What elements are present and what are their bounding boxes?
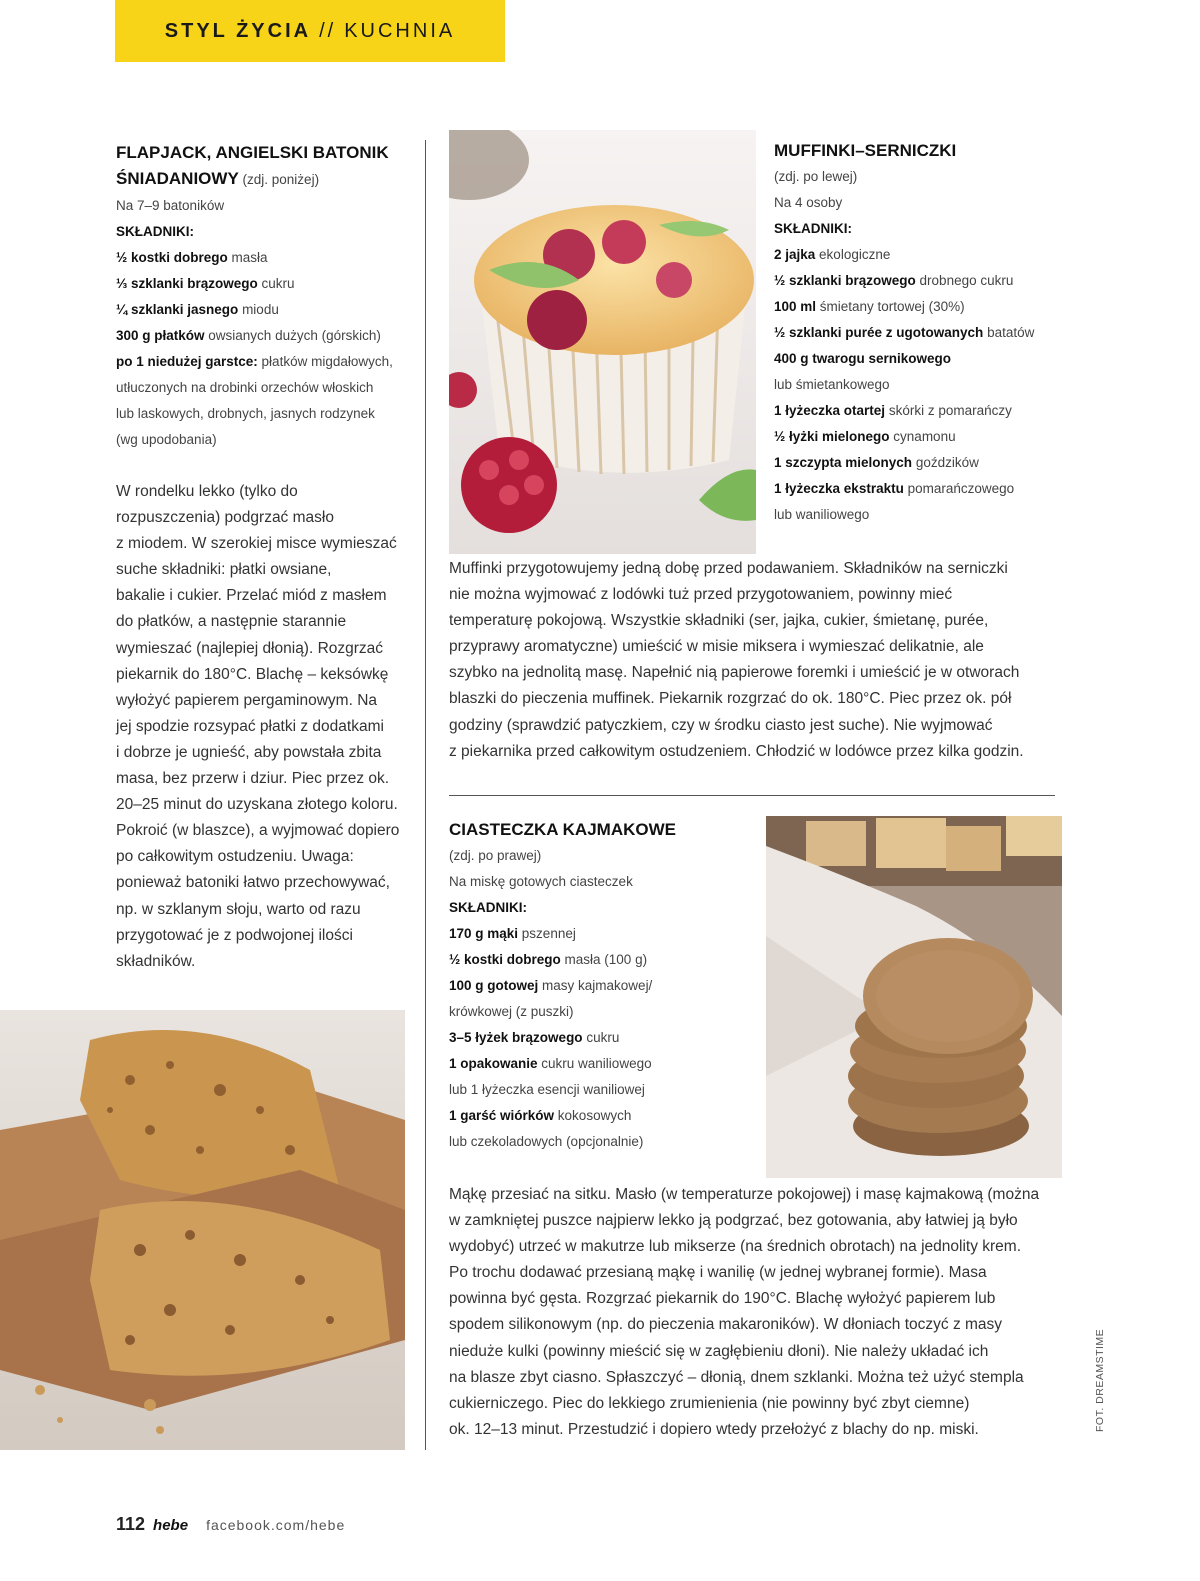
flapjack-illustration (0, 1010, 405, 1450)
ingredient-item: 1 łyżeczka ekstraktu pomarańczowego (774, 481, 1015, 496)
method-line: 20–25 minut do uzyskana złotego koloru. (116, 796, 398, 814)
muffin-ingredient-list (774, 242, 1074, 528)
ingredient-item: 1 łyżeczka otartej skórki z pomarańczy (774, 403, 1012, 418)
ingredient-item: ½ kostki dobrego masła (100 g) (449, 952, 648, 967)
brand-logo: hebe (153, 1517, 189, 1534)
ingredient-item: lub laskowych, drobnych, jasnych rodzynek (116, 406, 375, 421)
method-line: rozpuszczenia) podgrzać masło (116, 509, 334, 527)
method-line: piekarnik do 180°C. Blachę – keksówkę (116, 665, 389, 683)
ingredient-item: ½ kostki dobrego masła (116, 250, 268, 265)
method-line: Mąkę przesiać na sitku. Masło (w temperaturze pokojowej) i masę kajmakową (można (449, 1186, 1040, 1203)
flapjack-ingredients-label: SKŁADNIKI: (116, 224, 194, 239)
method-line: nieduże kulki (powinny mieścić się w zagłębieniu dłoni). Nie należy układać ich (449, 1342, 989, 1360)
muffin-servings: Na 4 osoby (774, 195, 843, 210)
cookie-method (449, 1182, 1069, 1443)
subsection-title: KUCHNIA (344, 19, 456, 42)
ingredient-item: 1 garść wiórków kokosowych (449, 1108, 632, 1123)
method-line: po całkowitym ostudzeniu. Uwaga: (116, 848, 354, 866)
method-line: Muffinki przygotowujemy jedną dobę przed podawaniem. Składników na serniczki (449, 560, 1008, 577)
method-line: blaszki do pieczenia muffinek. Piekarnik rozgrzać do ok. 180°C. Piec przez ok. pół (449, 690, 1012, 708)
section-divider (449, 795, 1055, 796)
method-line: suche składniki: płatki owsiane, (116, 561, 332, 579)
column-divider (425, 140, 426, 1450)
muffin-title-note: (zdj. po lewej) (774, 169, 858, 184)
method-line: wymieszać (najlepiej dłonią). Rozgrzać (116, 639, 384, 657)
ingredient-item: lub śmietankowego (774, 377, 890, 392)
ingredient-item: ¼ szklanki jasnego miodu (116, 302, 279, 317)
ingredient-item: 100 ml śmietany tortowej (30%) (774, 299, 965, 314)
section-title: STYL ŻYCIA (164, 19, 312, 42)
method-line: wydobyć) utrzeć w makutrze lub mikserze (na średnich obrotach) na jednolity krem. (449, 1238, 1022, 1256)
cookies-illustration (766, 816, 1062, 1178)
section-separator: // (319, 19, 337, 42)
ingredient-item: 1 szczypta mielonych goździków (774, 455, 979, 470)
ingredient-item: 100 g gotowej masy kajmakowej/ (449, 978, 653, 993)
cookie-title-note: (zdj. po prawej) (449, 848, 542, 863)
ingredient-item: 2 jajka ekologiczne (774, 247, 891, 262)
flapjack-method (116, 479, 416, 975)
method-line: godziny (sprawdzić patyczkiem, czy w środku ciasto jest suche). Nie wyjmować (449, 716, 993, 734)
method-line: w zamkniętej puszce najpierw lekko ją podgrzać, bez gotowania, aby łatwiej ją było (449, 1212, 1018, 1230)
flapjack-photo (0, 1010, 405, 1450)
method-line: ponieważ batoniki łatwo przechowywać, (116, 874, 390, 892)
method-line: z miodem. W szerokiej misce wymieszać (116, 535, 397, 553)
muffin-title: MUFFINKI–SERNICZKI (774, 141, 957, 160)
ingredient-item: ½ szklanki purée z ugotowanych batatów (774, 325, 1035, 340)
method-line: szybko na jednolitą masę. Napełnić nią papierowe foremki i umieścić je w otworach (449, 664, 1020, 682)
flapjack-title (116, 140, 416, 193)
method-line: bakalie i cukier. Przelać miód z masłem (116, 587, 387, 605)
flapjack-title-line2: ŚNIADANIOWY (116, 169, 239, 188)
cookie-recipe (449, 817, 749, 1155)
page-footer (116, 1514, 345, 1535)
method-line: do płatków, a następnie starannie (116, 613, 347, 631)
method-line: przyprawy aromatyczne) umieścić w misie miksera i wymieszać delikatnie, ale (449, 638, 984, 656)
ingredient-item: lub czekoladowych (opcjonalnie) (449, 1134, 644, 1149)
method-line: z piekarnika przed całkowitym ostudzeniem. Chłodzić w lodówce przez kilka godzin. (449, 742, 1024, 760)
flapjack-title-line1: FLAPJACK, ANGIELSKI BATONIK (116, 143, 389, 162)
muffin-recipe (774, 138, 1074, 528)
method-line: Pokroić (w blaszce), a wyjmować dopiero (116, 822, 400, 840)
photo-credit (1090, 1328, 1110, 1436)
ingredient-item: (wg upodobania) (116, 432, 217, 447)
method-line: wyłożyć papierem pergaminowym. Na (116, 691, 378, 709)
method-line: składników. (116, 952, 196, 970)
ingredient-item: 1 opakowanie cukru waniliowego (449, 1056, 652, 1071)
ingredient-item: po 1 niedużej garstce: płatków migdałowych, (116, 354, 393, 369)
method-line: masa, bez przerw i dziur. Piec przez ok. (116, 770, 390, 788)
method-line: przygotować je z podwojonej ilości (116, 926, 353, 944)
cookie-title: CIASTECZKA KAJMAKOWE (449, 820, 676, 839)
cookies-photo (766, 816, 1062, 1178)
flapjack-title-note: (zdj. poniżej) (238, 172, 320, 187)
ingredient-item: lub 1 łyżeczka esencji waniliowej (449, 1082, 645, 1097)
ingredient-item: ⅓ szklanki brązowego cukru (116, 276, 295, 291)
ingredient-item: 3–5 łyżek brązowego cukru (449, 1030, 620, 1045)
method-line: na blasze zbyt ciasno. Spłaszczyć – dłonią, dnem szklanki. Można też użyć stempla (449, 1368, 1024, 1386)
method-line: cukierniczego. Piec do lekkiego zrumienienia (nie powinny być zbyt ciemne) (449, 1394, 970, 1412)
website-link: facebook.com/hebe (206, 1517, 346, 1533)
method-line: powinna być gęsta. Rozgrzać piekarnik do 190°C. Blachę wyłożyć papierem lub (449, 1290, 996, 1308)
method-line: np. w szklanym słoju, warto od razu (116, 900, 361, 918)
ingredient-item: krówkowej (z puszki) (449, 1004, 574, 1019)
method-line: jej spodzie rozsypać płatki z dodatkami (116, 717, 384, 735)
method-line: W rondelku lekko (tylko do (116, 483, 298, 500)
muffin-ingredients-label: SKŁADNIKI: (774, 221, 852, 236)
ingredient-item: 400 g twarogu sernikowego (774, 351, 952, 366)
ingredient-item: 170 g mąki pszennej (449, 926, 576, 941)
ingredient-item: ½ łyżki mielonego cynamonu (774, 429, 956, 444)
photo-credit-text: FOT. DREAMSTIME (1094, 1328, 1106, 1432)
cookie-servings: Na miskę gotowych ciasteczek (449, 874, 633, 889)
method-line: spodem silikonowym (np. do pieczenia makaroników). W dłoniach toczyć z masy (449, 1316, 1003, 1334)
flapjack-recipe (116, 140, 416, 975)
section-header (115, 0, 505, 62)
cookie-ingredient-list (449, 921, 749, 1155)
ingredient-item: 300 g płatków owsianych dużych (górskich) (116, 328, 381, 343)
ingredient-item: ½ szklanki brązowego drobnego cukru (774, 273, 1014, 288)
ingredient-item: utłuczonych na drobinki orzechów włoskich (116, 380, 374, 395)
flapjack-ingredient-list (116, 245, 416, 453)
ingredient-item: lub waniliowego (774, 507, 870, 522)
method-line: i dobrze je ugnieść, aby powstała zbita (116, 743, 382, 761)
method-line: ok. 12–13 minut. Przestudzić i dopiero wtedy przełożyć z blachy do np. miski. (449, 1420, 979, 1438)
muffin-method (449, 556, 1069, 765)
method-line: Po trochu dodawać przesianą mąkę i wanilię (w jednej wybranej formie). Masa (449, 1264, 987, 1282)
method-line: temperaturę pokojową. Wszystkie składniki (ser, jajka, cukier, śmietanę, purée, (449, 612, 989, 630)
muffin-photo (449, 130, 756, 554)
page-number: 112 (116, 1514, 146, 1534)
cookie-ingredients-label: SKŁADNIKI: (449, 900, 527, 915)
flapjack-servings: Na 7–9 batoników (116, 198, 225, 213)
method-line: nie można wyjmować z lodówki tuż przed przygotowaniem, powinny mieć (449, 586, 953, 604)
muffin-illustration (449, 130, 756, 554)
